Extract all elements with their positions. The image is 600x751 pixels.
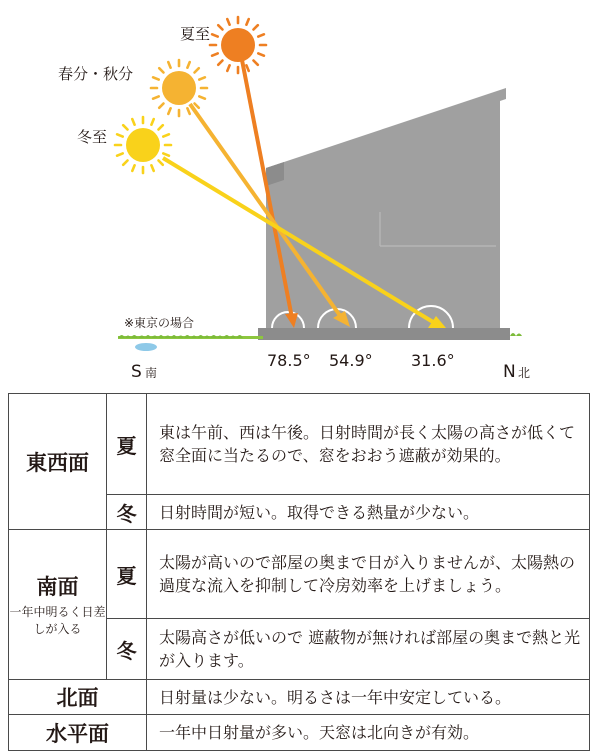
- angle-summer: 78.5°: [267, 351, 311, 370]
- table-row: [9, 715, 590, 751]
- grass-tufts: [510, 333, 522, 336]
- label-winter-solstice: 冬至: [77, 128, 108, 146]
- orientation-south-sub: 一年中明るく日差しが入る: [9, 605, 106, 636]
- summer-sun-icon: [210, 17, 266, 73]
- south-kanji: 南: [145, 366, 158, 380]
- description-cell: 太陽が高いので部屋の奥まで日が入りませんが、太陽熱の過度な流入を抑制して冷房効率を上げましょう。: [147, 530, 590, 619]
- season-summer: 夏: [107, 530, 147, 619]
- orientation-south: [9, 530, 107, 680]
- description-cell: 日射量は少ない。明るさは一年中安定している。: [147, 680, 590, 715]
- table-row: [9, 530, 590, 619]
- label-equinox: 春分・秋分: [58, 65, 134, 83]
- label-summer-solstice: 夏至: [180, 25, 211, 43]
- season-summer: 夏: [107, 394, 147, 495]
- description-cell: 日射時間が短い。取得できる熱量が少ない。: [147, 495, 590, 530]
- winter-sun-icon: [115, 117, 171, 173]
- description-cell: 東は午前、西は午後。日射時間が長く太陽の高さが低くて窓全面に当たるので、窓をおおう遮蔽が効果的。: [147, 394, 590, 495]
- foundation: [258, 328, 510, 340]
- orientation-table: [8, 393, 590, 751]
- season-winter: 冬: [107, 495, 147, 530]
- grass-tufts: [118, 335, 243, 338]
- table-row: [9, 680, 590, 715]
- angle-winter: 31.6°: [411, 351, 455, 370]
- table-row: [9, 394, 590, 495]
- description-cell: 一年中日射量が多い。天窓は北向きが有効。: [147, 715, 590, 751]
- north-kanji: 北: [518, 366, 531, 380]
- puddle: [135, 343, 157, 351]
- orientation-horizontal: 水平面: [9, 715, 147, 751]
- note-tokyo: ※東京の場合: [124, 316, 195, 330]
- orientation-east-west: 東西面: [9, 394, 107, 530]
- south-label: S: [131, 362, 142, 382]
- description-cell: 太陽高さが低いので 遮蔽物が無ければ部屋の奥まで熱と光が入ります。: [147, 619, 590, 680]
- angle-equinox: 54.9°: [329, 351, 373, 370]
- equinox-sun-icon: [151, 60, 207, 116]
- north-label: N: [503, 362, 516, 382]
- orientation-north: 北面: [9, 680, 147, 715]
- season-winter: 冬: [107, 619, 147, 680]
- orientation-south-label: 南面: [36, 575, 79, 599]
